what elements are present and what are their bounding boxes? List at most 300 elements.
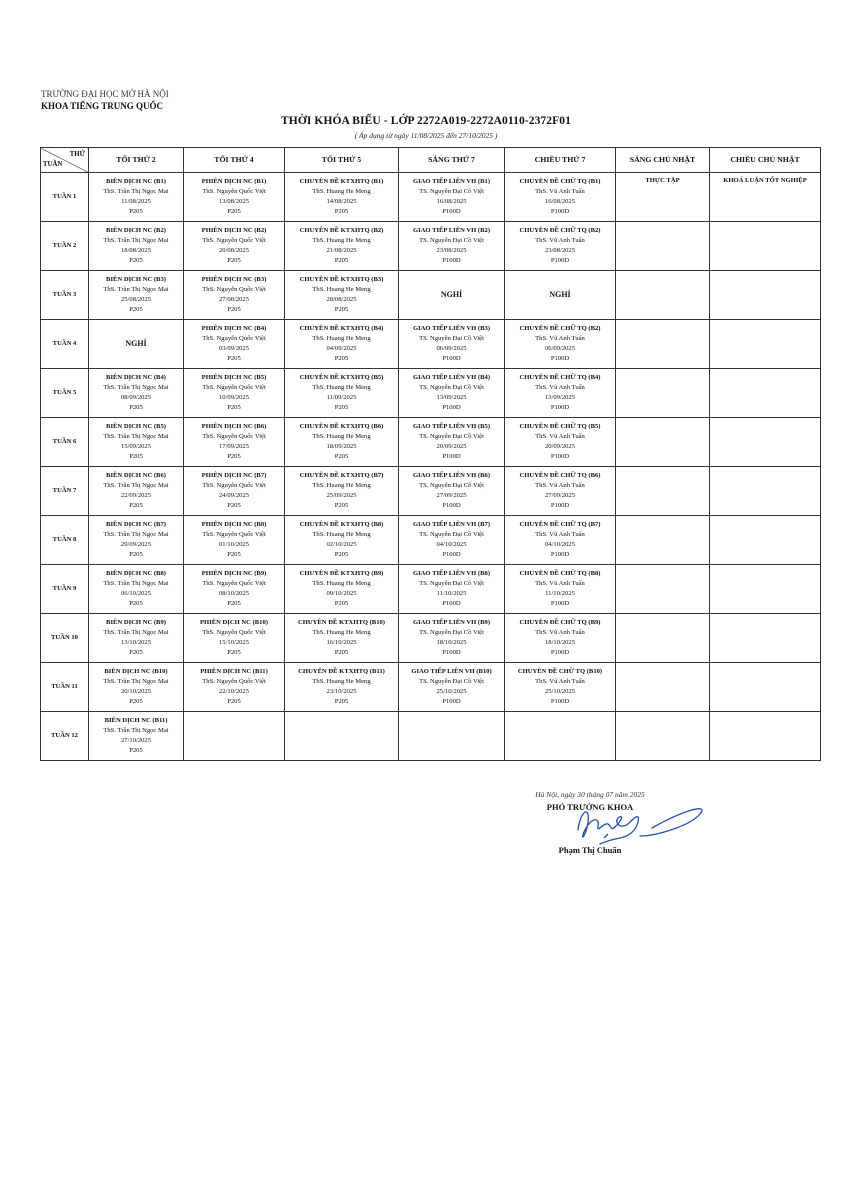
schedule-cell <box>184 614 285 663</box>
course-name: CHUYÊN ĐỀ CHỮ TQ (B4) <box>519 374 601 381</box>
empty-cell <box>710 712 821 761</box>
room-number: P100D <box>550 257 570 264</box>
room-number: P100D <box>442 551 461 558</box>
class-date: 22/09/2025 <box>120 492 152 499</box>
signer-title: PHÓ TRƯỞNG KHOA <box>546 802 634 812</box>
table-row <box>41 516 821 565</box>
lecturer-name: ThS. Vũ Anh Tuấn <box>535 433 585 440</box>
lecturer-name: ThS. Vũ Anh Tuấn <box>535 531 585 538</box>
schedule-cell <box>399 320 505 369</box>
schedule-cell <box>505 320 616 369</box>
class-date: 14/08/2025 <box>326 198 357 205</box>
course-name: GIAO TIẾP LIÊN VH (B9) <box>412 619 491 626</box>
schedule-cell <box>505 173 616 222</box>
week-label: TUẦN 8 <box>41 516 89 565</box>
room-number: P100D <box>550 551 570 558</box>
course-name: PHIÊN DỊCH NC (B9) <box>201 570 267 577</box>
lecturer-name: ThS. Trần Thị Ngọc Mai <box>103 531 169 538</box>
course-name: CHUYÊN ĐỀ KTXHTQ (B8) <box>299 521 384 528</box>
course-name: GIAO TIẾP LIÊN VH (B2) <box>412 227 491 234</box>
university-name: TRƯỜNG ĐẠI HỌC MỞ HÀ NỘI <box>41 89 169 99</box>
lecturer-name: TS. Nguyễn Đại Cồ Việt <box>419 482 484 489</box>
week-label: TUẦN 6 <box>41 418 89 467</box>
class-date: 08/10/2025 <box>218 590 250 597</box>
schedule-cell <box>399 565 505 614</box>
class-date: 22/10/2025 <box>218 688 250 695</box>
room-number: P205 <box>129 502 143 509</box>
lecturer-name: TS. Nguyễn Đại Cồ Việt <box>419 237 484 244</box>
lecturer-name: ThS. Nguyễn Quốc Việt <box>202 188 266 195</box>
class-date: 13/10/2025 <box>120 639 152 646</box>
course-name: PHIÊN DỊCH NC (B4) <box>201 325 267 332</box>
room-number: P100D <box>442 649 461 656</box>
column-header: TỐI THỨ 4 <box>184 148 285 173</box>
table-row <box>41 369 821 418</box>
lecturer-name: TS. Nguyễn Đại Cồ Việt <box>419 531 484 538</box>
table-row <box>41 418 821 467</box>
lecturer-name: ThS. Nguyễn Quốc Việt <box>202 335 266 342</box>
lecturer-name: ThS. Trần Thị Ngọc Mai <box>103 629 169 636</box>
schedule-cell <box>285 222 399 271</box>
table-row <box>41 222 821 271</box>
lecturer-name: TS. Nguyễn Đại Cồ Việt <box>419 580 484 587</box>
lecturer-name: ThS. Huang He Meng <box>312 286 371 293</box>
day-off-label: NGHỈ <box>440 290 463 299</box>
schedule-cell <box>285 712 399 761</box>
lecturer-name: ThS. Nguyễn Quốc Việt <box>202 482 266 489</box>
lecturer-name: ThS. Vũ Anh Tuấn <box>535 629 585 636</box>
handwritten-signature <box>560 792 730 852</box>
table-row <box>41 712 821 761</box>
table-row <box>41 614 821 663</box>
course-name: CHUYÊN ĐỀ KTXHTQ (B7) <box>299 472 384 479</box>
room-number: P205 <box>129 551 143 558</box>
empty-cell <box>710 663 821 712</box>
lecturer-name: ThS. Trần Thị Ngọc Mai <box>103 384 169 391</box>
class-date: 20/09/2025 <box>436 443 467 450</box>
class-date: 25/10/2025 <box>436 688 467 695</box>
course-name: PHIÊN DỊCH NC (B11) <box>200 668 268 675</box>
room-number: P205 <box>129 306 143 313</box>
room-number: P205 <box>334 404 349 411</box>
course-name: CHUYÊN ĐỀ KTXHTQ (B11) <box>298 668 385 675</box>
course-name: BIÊN DỊCH NC (B2) <box>106 227 166 234</box>
empty-cell <box>710 565 821 614</box>
class-date: 10/09/2025 <box>218 394 250 401</box>
column-header: CHIỀU THỨ 7 <box>505 148 616 173</box>
corner-label-day: THỨ <box>69 151 85 158</box>
schedule-cell <box>285 173 399 222</box>
room-number: P205 <box>227 404 241 411</box>
schedule-cell <box>285 320 399 369</box>
lecturer-name: TS. Nguyễn Đại Cồ Việt <box>419 629 484 636</box>
room-number: P205 <box>129 600 143 607</box>
room-number: P100D <box>550 600 570 607</box>
schedule-cell <box>399 614 505 663</box>
schedule-cell <box>399 222 505 271</box>
course-name: CHUYÊN ĐỀ CHỮ TQ (B2) <box>519 227 601 234</box>
empty-cell <box>616 369 710 418</box>
day-off-label: NGHỈ <box>125 339 147 348</box>
lecturer-name: ThS. Huang He Meng <box>312 678 371 685</box>
course-name: GIAO TIẾP LIÊN VH (B6) <box>412 472 491 479</box>
organization-header <box>41 88 169 112</box>
course-name: CHUYÊN ĐỀ CHỮ TQ (B10) <box>517 668 603 675</box>
schedule-cell <box>505 222 616 271</box>
schedule-cell <box>184 565 285 614</box>
lecturer-name: ThS. Trần Thị Ngọc Mai <box>103 482 169 489</box>
empty-cell <box>710 614 821 663</box>
room-number: P205 <box>334 551 349 558</box>
schedule-cell <box>399 516 505 565</box>
lecturer-name: ThS. Trần Thị Ngọc Mai <box>103 188 169 195</box>
course-name: CHUYÊN ĐỀ CHỮ TQ (B9) <box>519 619 601 626</box>
week-label: TUẦN 2 <box>41 222 89 271</box>
room-number: P205 <box>334 208 349 215</box>
course-name: CHUYÊN ĐỀ CHỮ TQ (B8) <box>519 570 601 577</box>
course-name: PHIÊN DỊCH NC (B10) <box>200 619 268 626</box>
course-name: BIÊN DỊCH NC (B7) <box>106 521 166 528</box>
class-date: 09/10/2025 <box>326 590 357 597</box>
room-number: P205 <box>129 747 143 754</box>
course-name: GIAO TIẾP LIÊN VH (B4) <box>412 374 491 381</box>
week-label: TUẦN 3 <box>41 271 89 320</box>
table-row <box>41 565 821 614</box>
course-name: CHUYÊN ĐỀ CHỮ TQ (B7) <box>519 521 601 528</box>
lecturer-name: ThS. Huang He Meng <box>312 384 371 391</box>
column-header: SÁNG THỨ 7 <box>399 148 505 173</box>
schedule-cell <box>505 614 616 663</box>
course-name: BIÊN DỊCH NC (B1) <box>106 178 166 185</box>
lecturer-name: ThS. Nguyễn Quốc Việt <box>202 678 266 685</box>
lecturer-name: ThS. Huang He Meng <box>312 237 371 244</box>
class-date: 06/09/2025 <box>544 345 576 352</box>
class-date: 11/09/2025 <box>326 394 357 401</box>
class-date: 17/09/2025 <box>218 443 250 450</box>
class-date: 23/08/2025 <box>436 247 467 254</box>
empty-cell <box>616 467 710 516</box>
table-row <box>41 467 821 516</box>
class-date: 04/09/2025 <box>326 345 357 352</box>
room-number: P100D <box>442 698 461 705</box>
class-date: 11/10/2025 <box>545 590 575 597</box>
schedule-cell <box>505 712 616 761</box>
class-date: 01/10/2025 <box>218 541 250 548</box>
schedule-cell <box>89 173 184 222</box>
room-number: P100D <box>442 355 461 362</box>
class-date: 06/09/2025 <box>436 345 467 352</box>
class-date: 25/08/2025 <box>120 296 152 303</box>
room-number: P205 <box>227 355 241 362</box>
schedule-cell <box>285 467 399 516</box>
schedule-cell <box>184 467 285 516</box>
empty-cell <box>710 271 821 320</box>
room-number: P205 <box>227 649 241 656</box>
lecturer-name: TS. Nguyễn Đại Cồ Việt <box>419 188 484 195</box>
course-name: CHUYÊN ĐỀ KTXHTQ (B10) <box>297 619 385 626</box>
schedule-cell <box>399 369 505 418</box>
room-number: P100D <box>550 208 570 215</box>
corner-label-week: TUẦN <box>43 161 63 168</box>
class-date: 13/09/2025 <box>544 394 576 401</box>
schedule-cell <box>89 418 184 467</box>
week-label: TUẦN 10 <box>41 614 89 663</box>
schedule-cell <box>184 271 285 320</box>
schedule-cell <box>285 614 399 663</box>
empty-cell <box>616 418 710 467</box>
lecturer-name: TS. Nguyễn Đại Cồ Việt <box>419 335 484 342</box>
class-date: 18/10/2025 <box>436 639 467 646</box>
signer-name: Phạm Thị Chuẩn <box>558 845 622 855</box>
lecturer-name: ThS. Trần Thị Ngọc Mai <box>103 237 169 244</box>
lecturer-name: ThS. Huang He Meng <box>312 580 371 587</box>
lecturer-name: ThS. Vũ Anh Tuấn <box>535 188 585 195</box>
room-number: P205 <box>334 257 349 264</box>
room-number: P100D <box>550 453 570 460</box>
room-number: P205 <box>334 453 349 460</box>
class-date: 04/10/2025 <box>544 541 576 548</box>
course-name: BIÊN DỊCH NC (B10) <box>104 668 168 675</box>
lecturer-name: ThS. Vũ Anh Tuấn <box>535 580 585 587</box>
lecturer-name: ThS. Nguyễn Quốc Việt <box>202 286 266 293</box>
timetable-body <box>41 173 821 761</box>
course-name: CHUYÊN ĐỀ KTXHTQ (B1) <box>299 178 384 185</box>
week-label: TUẦN 12 <box>41 712 89 761</box>
course-name: BIÊN DỊCH NC (B3) <box>106 276 166 283</box>
course-name: CHUYÊN ĐỀ CHỮ TQ (B1) <box>519 178 601 185</box>
lecturer-name: ThS. Trần Thị Ngọc Mai <box>103 433 169 440</box>
room-number: P205 <box>334 600 349 607</box>
course-name: GIAO TIẾP LIÊN VH (B8) <box>412 570 491 577</box>
schedule-cell <box>184 222 285 271</box>
class-date: 23/08/2025 <box>544 247 576 254</box>
timetable <box>40 147 821 761</box>
room-number: P100D <box>550 698 570 705</box>
class-date: 23/10/2025 <box>326 688 357 695</box>
room-number: P100D <box>550 404 570 411</box>
course-name: CHUYÊN ĐỀ KTXHTQ (B3) <box>299 276 384 283</box>
empty-cell <box>710 320 821 369</box>
empty-cell <box>710 222 821 271</box>
lecturer-name: ThS. Huang He Meng <box>312 433 371 440</box>
class-date: 24/09/2025 <box>218 492 250 499</box>
class-date: 16/10/2025 <box>326 639 357 646</box>
empty-cell <box>616 320 710 369</box>
course-name: PHIÊN DỊCH NC (B2) <box>201 227 267 234</box>
schedule-cell <box>399 467 505 516</box>
lecturer-name: ThS. Vũ Anh Tuấn <box>535 384 585 391</box>
table-row <box>41 271 821 320</box>
schedule-cell <box>399 663 505 712</box>
room-number: P205 <box>227 502 241 509</box>
course-name: BIÊN DỊCH NC (B9) <box>106 619 166 626</box>
class-date: 11/08/2025 <box>121 198 151 205</box>
schedule-cell <box>184 712 285 761</box>
lecturer-name: TS. Nguyễn Đại Cồ Việt <box>419 678 484 685</box>
class-date: 18/09/2025 <box>326 443 357 450</box>
course-name: PHIÊN DỊCH NC (B1) <box>201 178 267 185</box>
course-name: CHUYÊN ĐỀ CHỮ TQ (B2) <box>519 325 601 332</box>
schedule-cell <box>89 712 184 761</box>
schedule-cell <box>89 614 184 663</box>
column-header: TỐI THỨ 2 <box>89 148 184 173</box>
room-number: P205 <box>334 306 349 313</box>
class-date: 06/10/2025 <box>120 590 152 597</box>
table-row <box>41 320 821 369</box>
class-date: 16/08/2025 <box>436 198 467 205</box>
course-name: GIAO TIẾP LIÊN VH (B10) <box>411 668 492 675</box>
empty-cell <box>616 516 710 565</box>
course-name: CHUYÊN ĐỀ KTXHTQ (B6) <box>299 423 384 430</box>
empty-cell <box>616 614 710 663</box>
empty-cell <box>710 467 821 516</box>
course-name: BIÊN DỊCH NC (B6) <box>106 472 166 479</box>
class-date: 02/10/2025 <box>326 541 357 548</box>
room-number: P205 <box>129 257 143 264</box>
course-name: PHIÊN DỊCH NC (B8) <box>201 521 267 528</box>
schedule-cell <box>399 173 505 222</box>
class-date: 20/08/2025 <box>218 247 250 254</box>
class-date: 27/09/2025 <box>544 492 576 499</box>
class-date: 16/08/2025 <box>544 198 576 205</box>
room-number: P100D <box>442 600 461 607</box>
week-label: TUẦN 4 <box>41 320 89 369</box>
course-name: GIAO TIẾP LIÊN VH (B1) <box>412 178 491 185</box>
lecturer-name: ThS. Trần Thị Ngọc Mai <box>103 727 169 734</box>
week-label: TUẦN 11 <box>41 663 89 712</box>
room-number: P205 <box>227 306 241 313</box>
class-date: 20/09/2025 <box>544 443 576 450</box>
empty-cell <box>710 369 821 418</box>
schedule-cell <box>184 418 285 467</box>
lecturer-name: ThS. Trần Thị Ngọc Mai <box>103 286 169 293</box>
lecturer-name: ThS. Trần Thị Ngọc Mai <box>103 580 169 587</box>
schedule-cell <box>285 565 399 614</box>
schedule-cell <box>399 418 505 467</box>
lecturer-name: ThS. Nguyễn Quốc Việt <box>202 531 266 538</box>
schedule-cell <box>89 271 184 320</box>
course-name: CHUYÊN ĐỀ KTXHTQ (B4) <box>299 325 384 332</box>
lecturer-name: ThS. Huang He Meng <box>312 629 371 636</box>
empty-cell <box>710 516 821 565</box>
schedule-cell <box>505 467 616 516</box>
class-date: 27/09/2025 <box>436 492 467 499</box>
course-name: PHIÊN DỊCH NC (B3) <box>201 276 267 283</box>
empty-cell <box>616 663 710 712</box>
week-label: TUẦN 9 <box>41 565 89 614</box>
course-name: PHIÊN DỊCH NC (B6) <box>201 423 267 430</box>
room-number: P100D <box>442 453 461 460</box>
class-date: 18/10/2025 <box>544 639 576 646</box>
course-name: GIAO TIẾP LIÊN VH (B7) <box>412 521 491 528</box>
room-number: P205 <box>129 453 143 460</box>
day-off-label: NGHỈ <box>549 290 571 299</box>
schedule-cell <box>505 565 616 614</box>
course-name: PHIÊN DỊCH NC (B7) <box>201 472 267 479</box>
room-number: P205 <box>334 649 349 656</box>
schedule-cell <box>89 320 184 369</box>
room-number: P205 <box>227 551 241 558</box>
column-header: TỐI THỨ 5 <box>285 148 399 173</box>
lecturer-name: ThS. Vũ Anh Tuấn <box>535 237 585 244</box>
course-name: BIÊN DỊCH NC (B8) <box>106 570 166 577</box>
class-date: 21/08/2025 <box>326 247 357 254</box>
lecturer-name: TS. Nguyễn Đại Cồ Việt <box>419 384 484 391</box>
table-row <box>41 663 821 712</box>
column-header: CHIỀU CHỦ NHẬT <box>710 148 821 173</box>
class-date: 04/10/2025 <box>436 541 467 548</box>
schedule-cell <box>285 271 399 320</box>
lecturer-name: ThS. Huang He Meng <box>312 188 371 195</box>
room-number: P100D <box>550 355 570 362</box>
faculty-name: KHOA TIẾNG TRUNG QUỐC <box>41 101 163 111</box>
room-number: P100D <box>442 257 461 264</box>
timetable-header-row <box>41 148 821 173</box>
class-date: 20/10/2025 <box>120 688 152 695</box>
table-row <box>41 173 821 222</box>
course-name: CHUYÊN ĐỀ KTXHTQ (B2) <box>299 227 384 234</box>
corner-header <box>41 148 89 173</box>
lecturer-name: ThS. Huang He Meng <box>312 531 371 538</box>
lecturer-name: ThS. Vũ Anh Tuấn <box>535 335 585 342</box>
class-date: 18/08/2025 <box>120 247 152 254</box>
page-title: THỜI KHÓA BIỂU - LỚP 2272A019-2272A0110-2372F01 <box>281 115 571 127</box>
schedule-cell <box>184 369 285 418</box>
schedule-cell <box>505 516 616 565</box>
room-number: P205 <box>129 208 143 215</box>
schedule-cell <box>399 271 505 320</box>
schedule-cell <box>184 173 285 222</box>
room-number: P205 <box>334 355 349 362</box>
class-date: 25/10/2025 <box>544 688 576 695</box>
page-subtitle: ( Áp dụng từ ngày 11/08/2025 đến 27/10/2025 ) <box>354 131 498 140</box>
course-name: CHUYÊN ĐỀ KTXHTQ (B5) <box>299 374 384 381</box>
schedule-cell <box>89 222 184 271</box>
schedule-cell <box>505 271 616 320</box>
schedule-cell <box>505 418 616 467</box>
schedule-cell <box>285 663 399 712</box>
room-number: P205 <box>129 404 143 411</box>
course-name: GIAO TIẾP LIÊN VH (B5) <box>412 423 491 430</box>
class-date: 08/09/2025 <box>120 394 152 401</box>
class-date: 27/10/2025 <box>120 737 152 744</box>
schedule-cell <box>285 369 399 418</box>
room-number: P205 <box>227 257 241 264</box>
room-number: P205 <box>227 600 241 607</box>
course-name: CHUYÊN ĐỀ CHỮ TQ (B5) <box>519 423 601 430</box>
course-name: CHUYÊN ĐỀ CHỮ TQ (B6) <box>519 472 601 479</box>
room-number: P100D <box>442 502 461 509</box>
lecturer-name: ThS. Huang He Meng <box>312 335 371 342</box>
lecturer-name: ThS. Vũ Anh Tuấn <box>535 678 585 685</box>
room-number: P100D <box>550 649 570 656</box>
empty-cell <box>616 712 710 761</box>
class-date: 13/09/2025 <box>436 394 467 401</box>
room-number: P100D <box>442 208 461 215</box>
course-name: GIAO TIẾP LIÊN VH (B3) <box>412 325 491 332</box>
column-header: SÁNG CHỦ NHẬT <box>616 148 710 173</box>
lecturer-name: ThS. Huang He Meng <box>312 482 371 489</box>
class-date: 15/10/2025 <box>218 639 250 646</box>
lecturer-name: ThS. Nguyễn Quốc Việt <box>202 237 266 244</box>
room-number: P205 <box>334 698 349 705</box>
schedule-cell <box>89 369 184 418</box>
lecturer-name: ThS. Nguyễn Quốc Việt <box>202 384 266 391</box>
room-number: P205 <box>227 208 241 215</box>
empty-cell <box>616 222 710 271</box>
schedule-cell <box>399 712 505 761</box>
class-date: 11/10/2025 <box>436 590 467 597</box>
